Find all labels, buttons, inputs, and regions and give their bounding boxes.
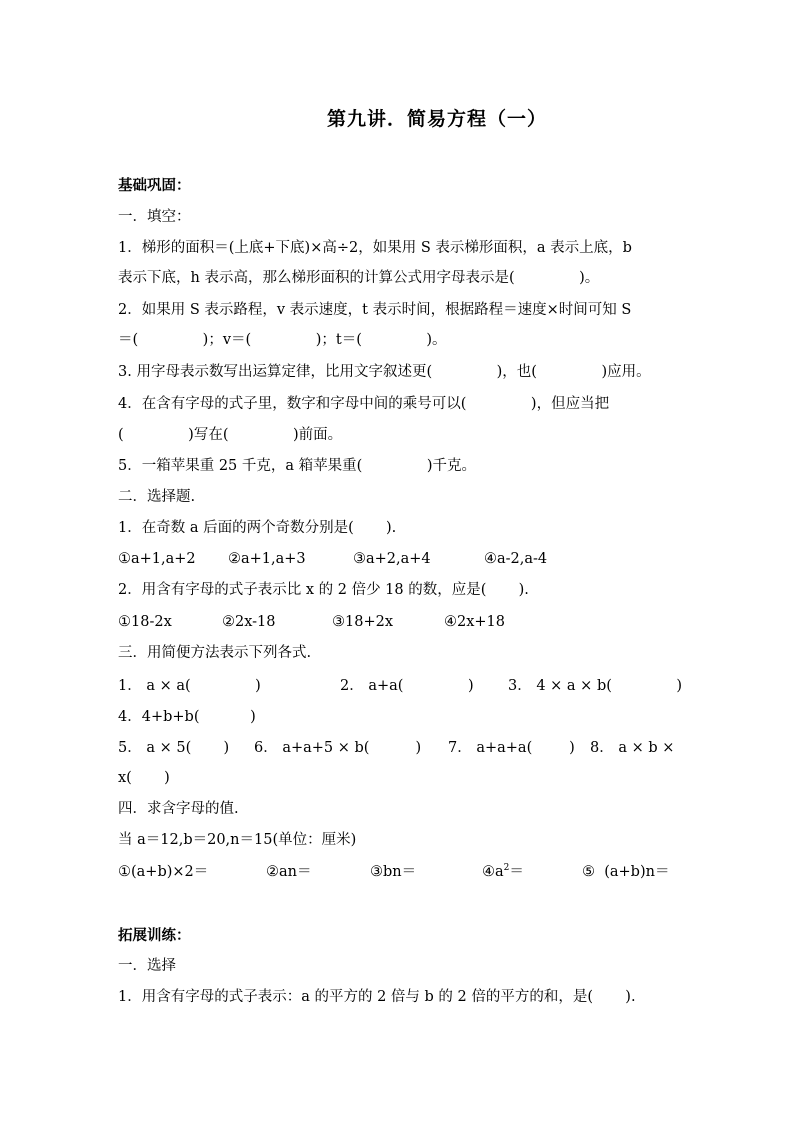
section-heading-basic: 基础巩固： [118,177,191,194]
simplify-item: 8． a × b × [590,740,675,756]
question-text: 1．梯形的面积＝(上底+下底)×高÷2，如果用 S 表示梯形面积，a 表示上底，b [118,240,632,256]
option: ①18-2x [118,614,172,630]
exponent: 2 [503,863,510,874]
question-text: 5．一箱苹果重 25 千克，a 箱苹果重( )千克。 [118,458,476,474]
part-heading-evaluate: 四．求含字母的值. [118,801,239,817]
evaluate-item: ②an＝ [266,864,312,880]
question-text: 2．如果用 S 表示路程，v 表示速度，t 表示时间，根据路程＝速度×时间可知 S [118,302,632,318]
question-text: 2．用含有字母的式子表示比 x 的 2 倍少 18 的数，应是( ). [118,582,529,598]
question-text: ＝( )；v＝( )；t＝( )。 [118,332,447,348]
simplify-item: 2． a+a( ) [340,678,474,694]
part-heading-fill: 一．填空： [118,209,191,225]
option: ④a-2,a-4 [484,551,548,567]
simplify-item: 7． a+a+a( ) [448,740,575,756]
question-text: 表示下底，h 表示高，那么梯形面积的计算公式用字母表示是( )。 [118,270,600,286]
section-heading-extension: 拓展训练： [118,927,191,944]
evaluate-item: ⑤ (a+b)n＝ [582,864,670,880]
simplify-item: 5． a × 5( ) [118,740,230,756]
question-text: 1．用含有字母的式子表示：a 的平方的 2 倍与 b 的 2 倍的平方的和，是( ). [118,989,636,1005]
option: ②2x-18 [222,614,276,630]
condition-text: 当 a＝12,b＝20,n＝15(单位：厘米) [118,832,357,848]
evaluate-item: $④a^2=$ [482,863,524,880]
simplify-item: 6． a+a+5 × b( ) [254,740,422,756]
option: ①a+1,a+2 [118,551,196,567]
option: ④2x+18 [444,614,506,630]
option: ③18+2x [332,614,394,630]
question-text: 3. 用字母表示数写出运算定律，比用文字叙述更( )，也( )应用。 [118,364,651,380]
part-heading-choice: 二．选择题. [118,489,196,505]
part-heading-choice: 一．选择 [118,958,176,974]
simplify-item: 1． a × a( ) [118,678,261,694]
simplify-item: 3． 4 × a × b( ) [508,678,683,694]
simplify-item: x( ) [118,770,170,786]
question-text: ( )写在( )前面。 [118,427,343,443]
evaluate-item: ③bn＝ [370,864,417,880]
part-heading-simplify: 三．用简便方法表示下列各式. [118,645,312,661]
question-text: 1．在奇数 a 后面的两个奇数分别是( ). [118,520,397,536]
option: ②a+1,a+3 [228,551,306,567]
page-title: 第九讲．简易方程（一） [326,108,547,130]
evaluate-item: ①(a+b)×2＝ [118,864,209,880]
simplify-item: 4．4+b+b( ) [118,709,256,725]
option: ③a+2,a+4 [353,551,431,567]
question-text: 4．在含有字母的式子里，数字和字母中间的乘号可以( )，但应当把 [118,396,610,412]
